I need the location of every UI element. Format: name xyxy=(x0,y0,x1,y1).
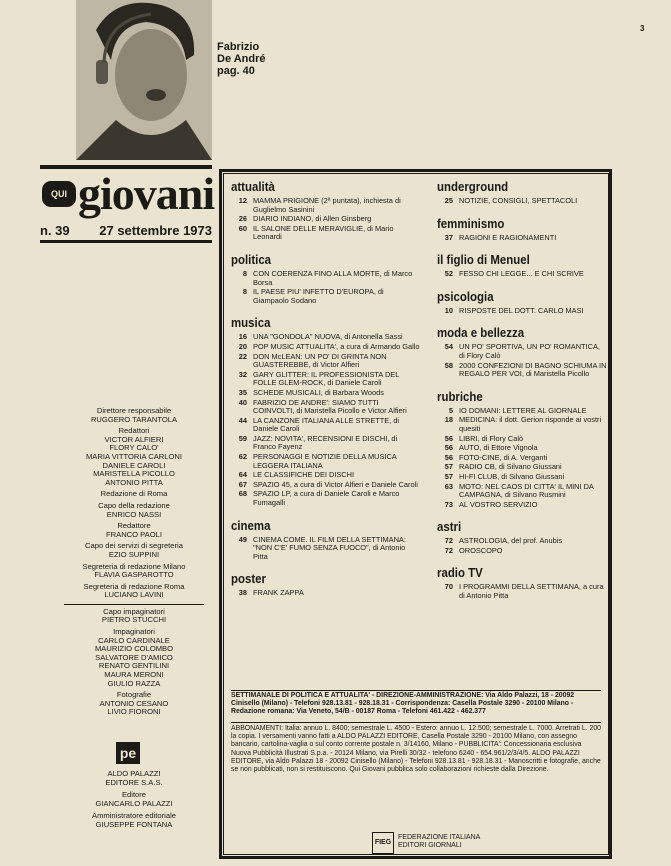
contents-entry[interactable] xyxy=(437,307,607,316)
contents-entry[interactable] xyxy=(437,537,607,546)
section-title: psicologia xyxy=(437,288,494,304)
cover-photo xyxy=(76,0,212,160)
entry-page-number: 73 xyxy=(444,499,453,509)
entry-title: MOTO: NEL CAOS DI CITTA' IL MINI DA CAMPAGNA, di Silvano Rusmini xyxy=(459,481,594,500)
entry-page-number: 63 xyxy=(444,481,453,491)
section-title: underground xyxy=(437,179,509,194)
entry-page-number: 12 xyxy=(238,196,247,205)
entry-title: IO DOMANI: LETTERE AL GIORNALE xyxy=(459,405,587,415)
entry-title: AL VOSTRO SERVIZIO xyxy=(459,499,538,509)
section-title: politica xyxy=(231,251,272,267)
publisher-info xyxy=(64,770,204,830)
entry-title: LIBRI, di Flory Calò xyxy=(459,433,524,443)
entry-title: CINEMA COME. IL FILM DELLA SETTIMANA: "NON C'E' FUMO SENZA FUOCO", di Antonio Pitta xyxy=(253,534,406,561)
entry-page-number: 37 xyxy=(444,232,453,242)
entry-title: MEDICINA: il dott. Gerion risponde ai vostri quesiti xyxy=(459,415,602,433)
contents-entry[interactable] xyxy=(437,463,607,472)
caption-last-name: De André xyxy=(217,53,266,65)
fieg-text xyxy=(398,834,480,850)
contents-entry[interactable] xyxy=(437,234,607,243)
footer-subscriptions: ABBONAMENTI: Italia: annuo L. 8400; semestrale L. 4500 - Estero: annuo L. 12.500; semestrale L. 7000. Arretrati L. 200 la copia. I versamenti vanno fatti a ALDO PALAZZI EDITORE, Casella Postale 3290 - 20100 Milano, con assegno bancario, cartolina-vaglia o sul conto corrente postale n. 3/14160, Milano - PUBBLICITA': Concessionaria esclusiva Nuova Pubblicità Illustrati S.p.a. - 20124 Milano, via Pirelli 30/32 - telefono 6240 - 654.961/2/3/4/5. ALDO PALAZZI EDITORE, via Aldo Palazzi 18 - 20092 Cinisello (Milano) - Telefoni 928.13.81 - 928.18.31 - Manoscritti e fotografie, anche se non pubblicati, non si restituiscono. Qui Giovani pubblica solo collaborazioni richieste dalla Direzione. xyxy=(231,725,602,774)
contents-entry[interactable] xyxy=(231,417,421,434)
cover-caption xyxy=(217,41,266,77)
staff-name: FLORY CALO' xyxy=(109,443,159,453)
entry-title: SPAZIO LP, a cura di Daniele Caroli e Marco Fumagalli xyxy=(253,489,400,508)
section-title: attualità xyxy=(231,179,275,194)
staff-name: VICTOR ALFIERI xyxy=(104,434,164,444)
entry-title: CON COERENZA FINO ALLA MORTE, di Marco Borsa xyxy=(253,268,413,287)
entry-title: MAMMA PRIGIONE (2ª puntata), inchiesta di Guglielmo Sasinini xyxy=(253,196,401,214)
issue-date: 27 settembre 1973 xyxy=(99,223,212,238)
staff-name: DANIELE CAROLI xyxy=(102,460,166,470)
contents-entry[interactable] xyxy=(437,416,607,433)
contents-entry[interactable] xyxy=(231,353,421,370)
fieg-logo-icon: FIEG xyxy=(372,832,394,854)
entry-title: JAZZ: NOVITA', RECENSIONI E DISCHI, di Franco Fayenz xyxy=(253,433,398,452)
entry-page-number: 49 xyxy=(238,534,247,544)
entry-page-number: 67 xyxy=(238,479,247,489)
staff-name: MARISTELLA PICOLLO xyxy=(93,469,175,479)
staff-name: EZIO SUPPINI xyxy=(108,549,160,559)
staff-name: CARLO CARDINALE xyxy=(98,635,170,645)
staff-name: LUCIANO LAVINI xyxy=(104,590,164,600)
entry-page-number: 57 xyxy=(444,462,453,472)
staff-name: FRANCO PAOLI xyxy=(106,529,162,539)
entry-page-number: 68 xyxy=(238,489,247,499)
entry-title: UN PO' SPORTIVA, UN PO' ROMANTICA, di Flory Calò xyxy=(459,342,600,360)
contents-right-column xyxy=(437,178,607,602)
staff-name: ANTONIO CESANO xyxy=(99,698,169,708)
section-title: poster xyxy=(231,571,266,587)
staff-role: Capo impaginatori xyxy=(103,606,165,616)
staff-role: Capo della redazione xyxy=(98,500,170,510)
contents-entry[interactable] xyxy=(231,399,421,416)
entry-page-number: 56 xyxy=(444,452,453,462)
contents-entry[interactable] xyxy=(437,435,607,444)
entry-page-number: 58 xyxy=(444,360,453,370)
section-title: astri xyxy=(437,519,462,535)
entry-page-number: 8 xyxy=(242,268,247,278)
staff-name: ANTONIO PITTA xyxy=(105,477,163,487)
staff-name: ENRICO NASSI xyxy=(106,509,162,519)
contents-entry[interactable] xyxy=(231,288,421,305)
entry-page-number: 56 xyxy=(444,443,453,453)
staff-name: RENATO GENTILINI xyxy=(98,661,170,671)
contents-entry[interactable] xyxy=(437,343,607,360)
entry-title: DIARIO INDIANO, di Allen Ginsberg xyxy=(253,214,372,224)
contents-entry[interactable] xyxy=(231,371,421,388)
entry-page-number: 38 xyxy=(238,588,247,598)
contents-entry[interactable] xyxy=(231,215,421,224)
entry-page-number: 5 xyxy=(448,405,453,415)
staff-role: Capo dei servizi di segreteria xyxy=(85,541,183,551)
staff-name: MARIA VITTORIA CARLONI xyxy=(85,451,183,461)
admin-role: Amministratore editoriale xyxy=(92,811,176,821)
footer-rule-top xyxy=(231,690,601,691)
staff-name: FLAVIA GASPAROTTO xyxy=(94,570,174,580)
publisher-name: ALDO PALAZZI xyxy=(107,769,161,778)
entry-page-number: 59 xyxy=(238,433,247,443)
entry-page-number: 16 xyxy=(238,332,247,342)
entry-title: RADIO CB, di Silvano Giussani xyxy=(459,462,562,472)
publisher-company: EDITORE S.A.S. xyxy=(105,777,163,787)
magazine-logo xyxy=(40,168,215,219)
contents-entry[interactable] xyxy=(437,407,607,416)
contents-entry[interactable] xyxy=(437,501,607,510)
contents-entry[interactable] xyxy=(437,270,607,279)
entry-title: PERSONAGGI E NOTIZIE DELLA MUSICA LEGGERA ITALIANA xyxy=(253,452,397,470)
entry-page-number: 60 xyxy=(238,223,247,233)
staff-name: LIVIO FIORONI xyxy=(107,707,161,717)
caption-page-ref: pag. 40 xyxy=(217,65,255,77)
contents-entry[interactable] xyxy=(231,453,421,470)
entry-title: HI-FI CLUB, di Silvano Giussani xyxy=(459,471,565,481)
entry-page-number: 18 xyxy=(444,415,453,425)
section-title: radio TV xyxy=(437,565,483,581)
entry-title: FOTO-CINE, di A. Verganti xyxy=(459,452,548,462)
entry-title: GARY GLITTER: IL PROFESSIONISTA DEL FOLLE GLEM-ROCK, di Daniele Caroli xyxy=(253,369,400,388)
editor-name: GIANCARLO PALAZZI xyxy=(95,798,173,808)
staff-role: Redattore xyxy=(117,521,151,531)
staff-name: GIULIO RAZZA xyxy=(107,678,161,688)
staff-credits xyxy=(64,404,204,717)
issue-line xyxy=(40,223,212,238)
contents-entry[interactable] xyxy=(437,483,607,500)
contents-entry[interactable] xyxy=(437,454,607,463)
entry-page-number: 20 xyxy=(238,341,247,351)
entry-title: FABRIZIO DE ANDRE': SIAMO TUTTI COINVOLTI, di Maristella Picollo e Victor Alfieri xyxy=(253,397,407,416)
contents-entry[interactable] xyxy=(231,270,421,287)
contents-entry[interactable] xyxy=(231,197,421,214)
contents-entry[interactable] xyxy=(231,481,421,490)
contents-entry[interactable] xyxy=(231,225,421,242)
entry-title: LA CANZONE ITALIANA ALLE STRETTE, di Daniele Caroli xyxy=(253,415,400,434)
entry-page-number: 70 xyxy=(444,582,453,592)
staff-divider xyxy=(64,604,204,605)
fieg-line-2: EDITORI GIORNALI xyxy=(398,842,462,849)
entry-title: IL PAESE PIU' INFETTO D'EUROPA, di Giampaolo Sodano xyxy=(253,287,384,305)
entry-title: 2000 CONFEZIONI DI BAGNO SCHIUMA IN REGALO PER VOI, di Maristella Picollo xyxy=(459,360,607,379)
section-title: femminismo xyxy=(437,215,505,231)
entry-title: AUTO, di Ettore Vignola xyxy=(459,443,538,453)
entry-page-number: 40 xyxy=(238,397,247,407)
entry-page-number: 72 xyxy=(444,536,453,546)
entry-title: NOTIZIE, CONSIGLI, SPETTACOLI xyxy=(459,196,578,205)
staff-role: Impaginatori xyxy=(113,627,155,637)
staff-name: MAURIZIO COLOMBO xyxy=(94,644,174,654)
entry-page-number: 22 xyxy=(238,351,247,361)
footer-rule-mid xyxy=(231,722,601,723)
entry-page-number: 64 xyxy=(238,470,247,480)
singer-photo-icon xyxy=(76,0,212,160)
logo-qui-badge: QUI xyxy=(42,181,76,207)
entry-title: RISPOSTE DEL DOTT. CARLO MASI xyxy=(459,305,584,315)
contents-entry[interactable] xyxy=(231,536,421,562)
logo-bottom-rule xyxy=(40,240,212,243)
contents-entry[interactable] xyxy=(231,471,421,480)
contents-left-column xyxy=(231,178,421,599)
staff-name: MAURA MERONI xyxy=(104,670,164,680)
entry-title: DON McLEAN: UN PO' DI GRINTA NON GUASTEREBBE, di Victor Alfieri xyxy=(253,351,387,370)
entry-page-number: 44 xyxy=(238,415,247,425)
contents-entry[interactable] xyxy=(437,583,607,600)
entry-title: ASTROLOGIA, del prof. Anubis xyxy=(459,536,563,546)
logo-giovani-text: giovani xyxy=(78,168,215,219)
staff-name: PIETRO STUCCHI xyxy=(101,615,167,625)
entry-page-number: 52 xyxy=(444,269,453,279)
section-title: rubriche xyxy=(437,388,483,404)
entry-page-number: 26 xyxy=(238,214,247,224)
contents-entry[interactable] xyxy=(231,333,421,342)
entry-page-number: 62 xyxy=(238,452,247,462)
entry-title: UNA "GONDOLA" NUOVA, di Antonella Sassi xyxy=(253,332,403,342)
entry-title: I PROGRAMMI DELLA SETTIMANA, a cura di Antonio Pitta xyxy=(459,582,604,601)
staff-name: SALVATORE D'AMICO xyxy=(95,652,173,662)
entry-page-number: 10 xyxy=(444,305,453,315)
staff-name: RUGGERO TARANTOLA xyxy=(90,414,178,424)
entry-page-number: 8 xyxy=(242,287,247,297)
entry-page-number: 25 xyxy=(444,196,453,205)
entry-title: IL SALONE DELLE MERAVIGLIE, di Mario Leonardi xyxy=(253,223,394,242)
staff-role: Direttore responsabile xyxy=(96,406,172,415)
section-title: moda e bellezza xyxy=(437,325,525,341)
entry-title: POP MUSIC ATTUALITA', a cura di Armando Gallo xyxy=(253,341,420,351)
contents-entry[interactable] xyxy=(231,589,421,598)
entry-page-number: 72 xyxy=(444,545,453,555)
issue-number: n. 39 xyxy=(40,223,70,238)
entry-title: FESSO CHI LEGGE... E CHI SCRIVE xyxy=(459,269,584,279)
contents-entry[interactable] xyxy=(231,435,421,452)
entry-title: SPAZIO 45, a cura di Victor Alfieri e Daniele Caroli xyxy=(253,479,418,489)
staff-role: Fotografie xyxy=(116,690,152,700)
entry-title: FRANK ZAPPA xyxy=(253,588,304,598)
staff-role: Segreteria di redazione Roma xyxy=(83,581,185,591)
entry-page-number: 35 xyxy=(238,387,247,397)
caption-first-name: Fabrizio xyxy=(217,41,260,53)
contents-entry[interactable] xyxy=(437,547,607,556)
entry-title: OROSCOPO xyxy=(459,545,503,555)
section-title: cinema xyxy=(231,517,271,533)
editor-role: Editore xyxy=(121,790,147,800)
contents-entry[interactable] xyxy=(231,343,421,352)
entry-page-number: 56 xyxy=(444,433,453,443)
staff-role: Redazione di Roma xyxy=(100,489,168,499)
section-title: il figlio di Menuel xyxy=(437,252,530,268)
fieg-line-1: FEDERAZIONE ITALIANA xyxy=(398,834,481,841)
contents-entry[interactable] xyxy=(437,197,607,206)
entry-title: SCHEDE MUSICALI, di Barbara Woods xyxy=(253,387,384,397)
entry-page-number: 54 xyxy=(444,342,453,352)
entry-title: LE CLASSIFICHE DEI DISCHI xyxy=(253,470,355,480)
admin-name: GIUSEPPE FONTANA xyxy=(95,819,173,829)
page-number: 3 xyxy=(640,24,645,33)
contents-entry[interactable] xyxy=(231,389,421,398)
contents-entry[interactable] xyxy=(437,362,607,379)
section-title: musica xyxy=(231,315,271,331)
entry-page-number: 57 xyxy=(444,471,453,481)
staff-role: Segreteria di redazione Milano xyxy=(82,561,186,571)
contents-entry[interactable] xyxy=(231,490,421,507)
publisher-logo-icon: pe xyxy=(116,742,140,764)
entry-page-number: 32 xyxy=(238,369,247,379)
footer-masthead: SETTIMANALE DI POLITICA E ATTUALITA' - DIREZIONE-AMMINISTRAZIONE: Via Aldo Palazzi, 18 - 20092 Cinisello (Milano) - Telefoni 928.13.81 - 928.18.31 - Corrispondenza: Casella Postale 3290 - 20100 Milano - Redazione romana: Via Veneto, 54/B - 00187 Roma - Telefoni 461.422 - 462.377 xyxy=(231,692,575,716)
contents-entry[interactable] xyxy=(437,473,607,482)
entry-title: RAGIONI E RAGIONAMENTI xyxy=(459,232,557,242)
contents-entry[interactable] xyxy=(437,444,607,453)
staff-role: Redattori xyxy=(118,426,150,436)
